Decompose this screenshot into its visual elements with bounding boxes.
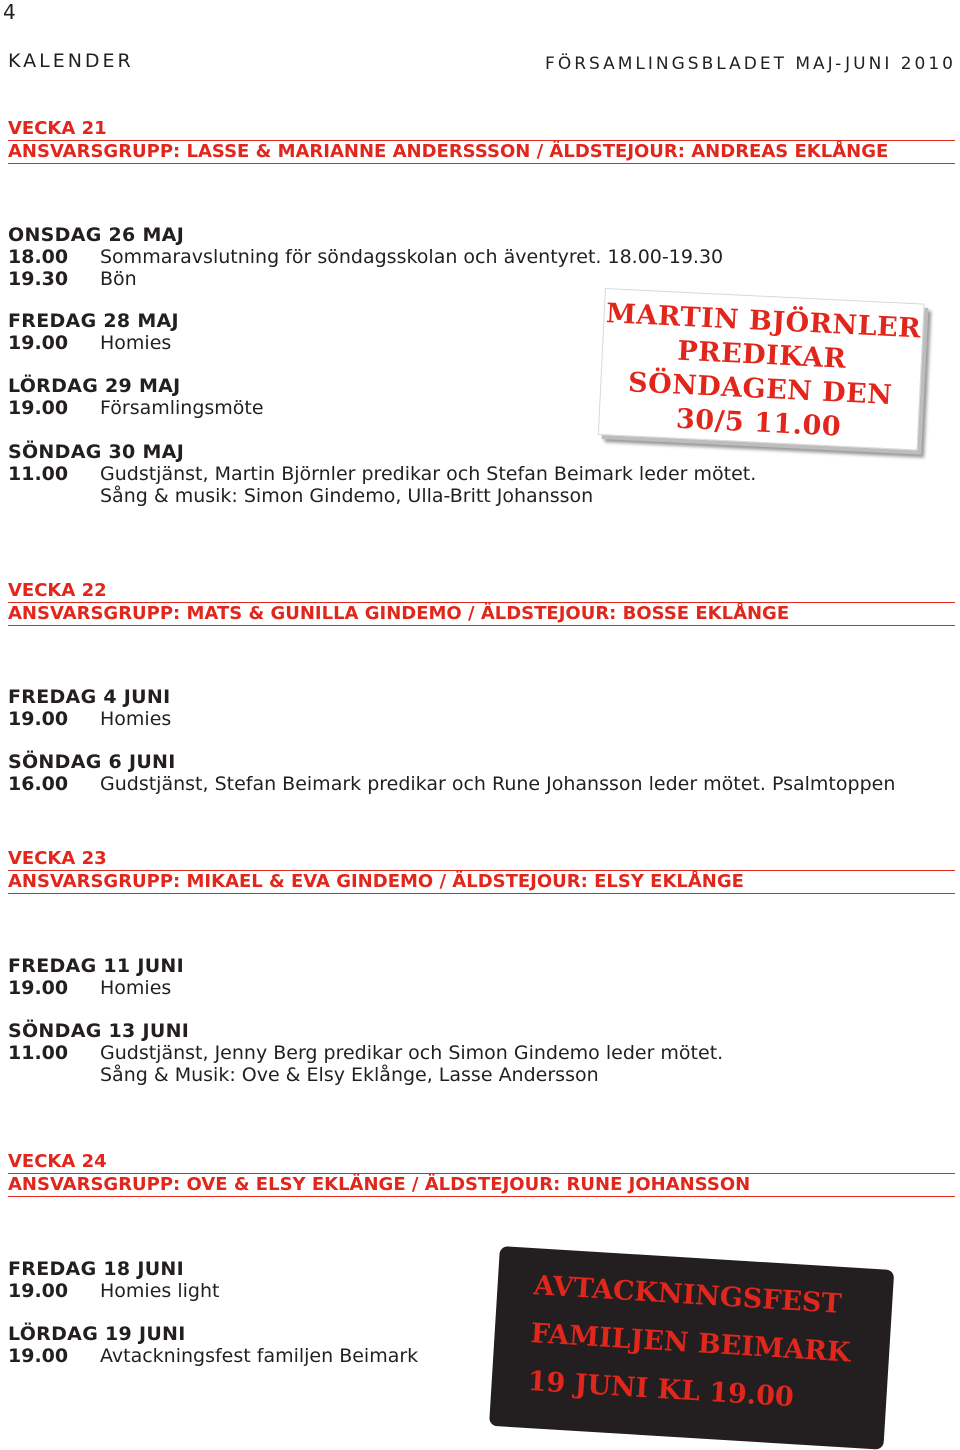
- event-description: Församlingsmöte: [100, 397, 264, 419]
- day-block: [8, 686, 948, 730]
- event-row: [8, 773, 948, 795]
- event-time: 18.00: [8, 246, 69, 268]
- section-title: KALENDER: [8, 50, 134, 72]
- event-time: 11.00: [8, 463, 69, 485]
- day-block: [8, 751, 948, 795]
- week-responsibility: ANSVARSGRUPP: MIKAEL & EVA GINDEMO / ÄLDSTEJOUR: ELSY EKLÅNGE: [8, 871, 955, 894]
- event-description: Gudstjänst, Martin Björnler predikar och Stefan Beimark leder mötet.: [100, 463, 757, 485]
- event-description: Bön: [100, 268, 137, 290]
- week-title: VECKA 21: [8, 118, 955, 141]
- event-time: 19.00: [8, 397, 69, 419]
- note-line: SÖNDAGEN DEN: [627, 367, 894, 412]
- event-row: [8, 268, 948, 290]
- day-heading: SÖNDAG 30 MAJ: [8, 441, 185, 463]
- day-block: [8, 955, 948, 999]
- event-description: Sommaravslutning för söndagsskolan och äventyret. 18.00-19.30: [100, 246, 724, 268]
- day-heading: SÖNDAG 13 JUNI: [8, 1020, 190, 1042]
- event-time: 19.00: [8, 1345, 69, 1367]
- event-row: [8, 463, 948, 485]
- event-description: Homies light: [100, 1280, 220, 1302]
- flyer-line: FAMILJEN BEIMARK: [529, 1318, 852, 1369]
- week-title: VECKA 22: [8, 580, 955, 603]
- event-description: Homies: [100, 332, 172, 354]
- event-row: [8, 246, 948, 268]
- event-continuation: Sång & musik: Simon Gindemo, Ulla-Britt Johansson: [100, 485, 594, 507]
- event-description: Homies: [100, 708, 172, 730]
- day-block: [8, 1020, 948, 1086]
- week-header: [8, 1151, 955, 1197]
- week-responsibility: ANSVARSGRUPP: LASSE & MARIANNE ANDERSSSON / ÄLDSTEJOUR: ANDREAS EKLÅNGE: [8, 141, 955, 164]
- sermon-note: [598, 288, 925, 450]
- event-continuation: Sång & Musik: Ove & Elsy Eklånge, Lasse Andersson: [100, 1064, 599, 1086]
- week-header: [8, 118, 955, 164]
- day-heading: FREDAG 11 JUNI: [8, 955, 184, 977]
- week-header: [8, 848, 955, 894]
- day-heading: ONSDAG 26 MAJ: [8, 224, 185, 246]
- note-line: 30/5 11.00: [675, 403, 842, 443]
- day-block: [8, 224, 948, 290]
- farewell-party-flyer: [489, 1246, 894, 1450]
- flyer-line: 19 JUNI KL 19.00: [526, 1365, 795, 1414]
- day-heading: FREDAG 18 JUNI: [8, 1258, 184, 1280]
- event-row: [8, 1042, 948, 1064]
- week-title: VECKA 24: [8, 1151, 955, 1174]
- event-description: Gudstjänst, Stefan Beimark predikar och Rune Johansson leder mötet. Psalmtoppen: [100, 773, 896, 795]
- day-heading: FREDAG 4 JUNI: [8, 686, 171, 708]
- day-heading: LÖRDAG 29 MAJ: [8, 375, 181, 397]
- event-time: 11.00: [8, 1042, 69, 1064]
- event-time: 19.00: [8, 1280, 69, 1302]
- week-title: VECKA 23: [8, 848, 955, 871]
- event-time: 19.00: [8, 977, 69, 999]
- event-time: 19.00: [8, 708, 69, 730]
- note-line: PREDIKAR: [676, 335, 848, 375]
- page-number: 4: [3, 0, 16, 24]
- day-block: [8, 441, 948, 507]
- week-responsibility: ANSVARSGRUPP: OVE & ELSY EKLÄNGE / ÄLDSTEJOUR: RUNE JOHANSSON: [8, 1174, 955, 1197]
- note-line: MARTIN BJÖRNLER: [605, 298, 922, 345]
- event-time: 16.00: [8, 773, 69, 795]
- event-description: Avtackningsfest familjen Beimark: [100, 1345, 419, 1367]
- flyer-line: AVTACKNINGSFEST: [532, 1270, 843, 1320]
- event-row: [8, 977, 948, 999]
- event-row: [8, 708, 948, 730]
- event-time: 19.30: [8, 268, 69, 290]
- day-heading: LÖRDAG 19 JUNI: [8, 1323, 186, 1345]
- week-header: [8, 580, 955, 626]
- event-description: Gudstjänst, Jenny Berg predikar och Simon Gindemo leder mötet.: [100, 1042, 724, 1064]
- event-description: Homies: [100, 977, 172, 999]
- week-responsibility: ANSVARSGRUPP: MATS & GUNILLA GINDEMO / ÄLDSTEJOUR: BOSSE EKLÅNGE: [8, 603, 955, 626]
- event-time: 19.00: [8, 332, 69, 354]
- day-heading: FREDAG 28 MAJ: [8, 310, 179, 332]
- day-heading: SÖNDAG 6 JUNI: [8, 751, 176, 773]
- publication-title: FÖRSAMLINGSBLADET MAJ-JUNI 2010: [545, 54, 956, 74]
